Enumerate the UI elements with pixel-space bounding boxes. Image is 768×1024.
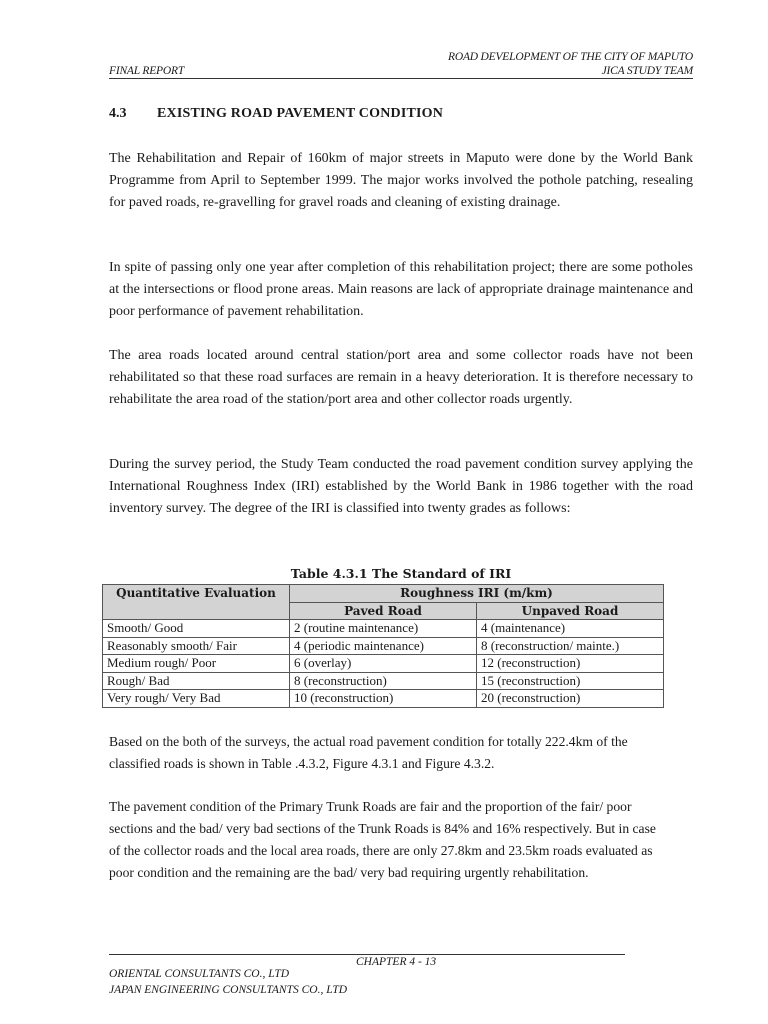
- header-report-type: FINAL REPORT: [109, 65, 185, 77]
- cell-unpaved: 15 (reconstruction): [477, 672, 664, 690]
- header-rule: [109, 78, 693, 79]
- table-row: [103, 620, 664, 638]
- cell-evaluation: Rough/ Bad: [103, 672, 290, 690]
- table-row: [103, 690, 664, 708]
- cell-paved: 10 (reconstruction): [290, 690, 477, 708]
- cell-evaluation: Smooth/ Good: [103, 620, 290, 638]
- footer-company-2: JAPAN ENGINEERING CONSULTANTS CO., LTD: [109, 984, 348, 996]
- header-project-title: ROAD DEVELOPMENT OF THE CITY OF MAPUTO: [448, 51, 693, 63]
- header-quantitative-evaluation: Quantitative Evaluation: [103, 585, 290, 620]
- cell-paved: 2 (routine maintenance): [290, 620, 477, 638]
- section-title: EXISTING ROAD PAVEMENT CONDITION: [157, 106, 444, 121]
- cell-paved: 8 (reconstruction): [290, 672, 477, 690]
- table-caption: Table 4.3.1 The Standard of IRI: [290, 566, 512, 581]
- footer-chapter: CHAPTER 4 - 13: [356, 956, 437, 968]
- section-number: 4.3: [109, 106, 127, 121]
- cell-paved: 4 (periodic maintenance): [290, 637, 477, 655]
- paragraph-area-roads: The area roads located around central station/port area and some collector roads have not been rehabilitated so that these road surfaces are remain in a heavy deterioration. It is therefore necessary to rehabilitate the area road of the station/port area and other collector roads urgently.: [109, 348, 693, 407]
- cell-evaluation: Reasonably smooth/ Fair: [103, 637, 290, 655]
- cell-unpaved: 8 (reconstruction/ mainte.): [477, 637, 664, 655]
- footer-company-1: ORIENTAL CONSULTANTS CO., LTD: [109, 968, 290, 980]
- iri-table: [102, 584, 664, 708]
- cell-unpaved: 20 (reconstruction): [477, 690, 664, 708]
- cell-evaluation: Very rough/ Very Bad: [103, 690, 290, 708]
- paragraph-rehabilitation: The Rehabilitation and Repair of 160km of major streets in Maputo were done by the World Bank Programme from April to September 1999. The major works involved the pothole patching, resealing for paved roads, re-gravelling for gravel roads and cleaning of existing drainage.: [109, 151, 693, 210]
- table-row: [103, 637, 664, 655]
- paragraph-survey-results: Based on the both of the surveys, the actual road pavement condition for totally 222.4km of the classified roads is shown in Table .4.3.2, Figure 4.3.1 and Figure 4.3.2.: [109, 734, 628, 771]
- cell-evaluation: Medium rough/ Poor: [103, 655, 290, 673]
- cell-unpaved: 4 (maintenance): [477, 620, 664, 638]
- paragraph-pavement-condition: The pavement condition of the Primary Trunk Roads are fair and the proportion of the fair/ poor sections and the bad/ very bad sections of the Trunk Roads is 84% and 16% respectively. But in case of the collector roads and the local area roads, there are only 27.8km and 23.5km roads evaluated as poor condition and the remaining are the bad/ very bad requiring urgently rehabilitation.: [109, 799, 656, 880]
- header-team: JICA STUDY TEAM: [601, 65, 693, 77]
- header-roughness-iri: Roughness IRI (m/km): [290, 585, 664, 603]
- header-paved-road: Paved Road: [290, 602, 477, 620]
- cell-unpaved: 12 (reconstruction): [477, 655, 664, 673]
- footer-rule: [109, 954, 625, 955]
- cell-paved: 6 (overlay): [290, 655, 477, 673]
- table-row: [103, 655, 664, 673]
- header-unpaved-road: Unpaved Road: [477, 602, 664, 620]
- paragraph-survey: During the survey period, the Study Team conducted the road pavement condition survey applying the International Roughness Index (IRI) established by the World Bank in 1986 together with the road inventory survey. The degree of the IRI is classified into twenty grades as follows:: [109, 457, 693, 516]
- table-row: [103, 672, 664, 690]
- paragraph-potholes: In spite of passing only one year after completion of this rehabilitation project; there are some potholes at the intersections or flood prone areas. Main reasons are lack of appropriate drainage maintenance and poor performance of pavement rehabilitation.: [109, 260, 693, 319]
